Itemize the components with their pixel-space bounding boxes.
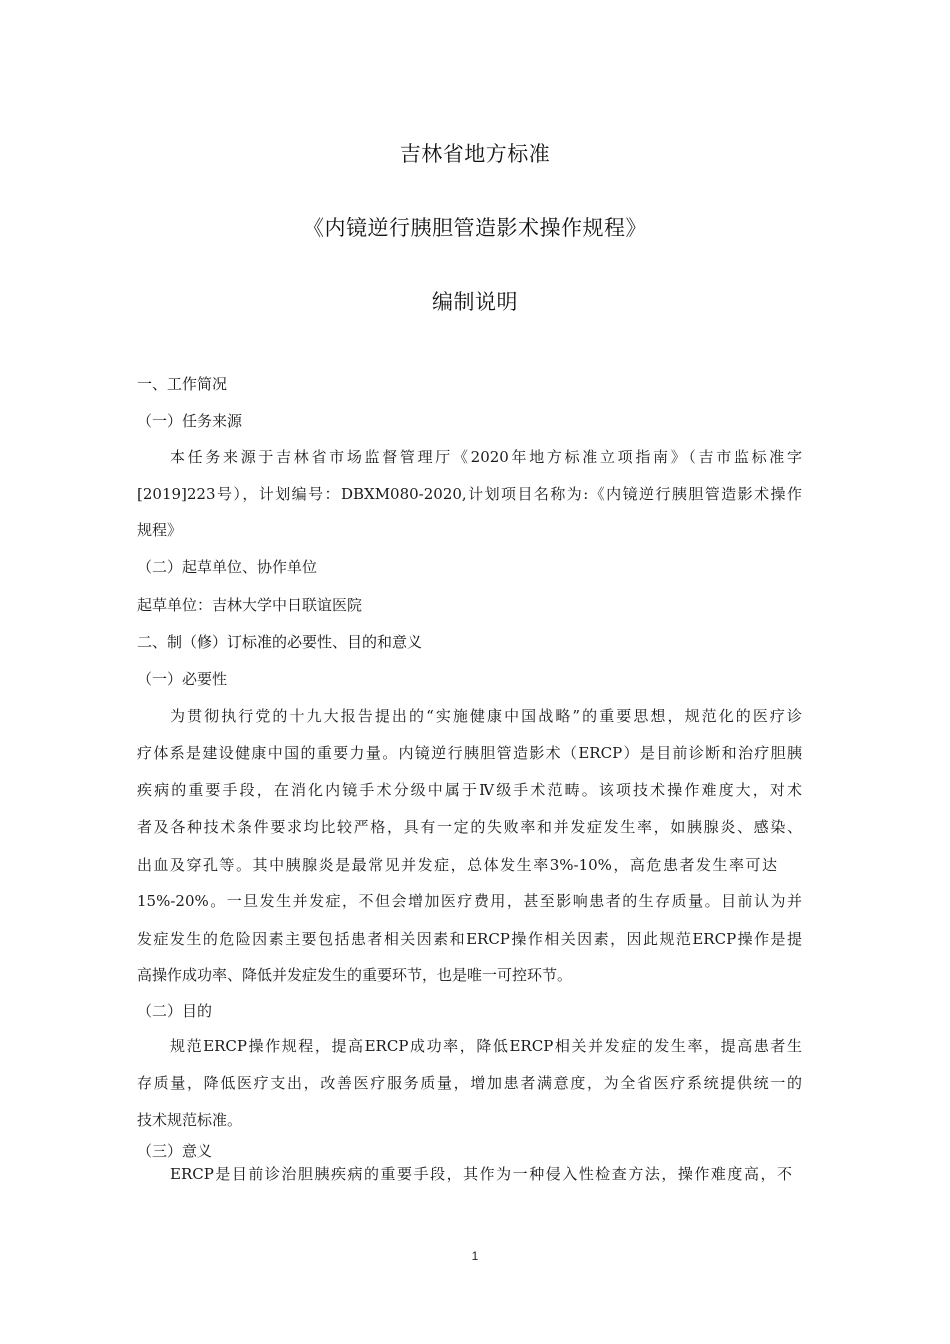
paragraph-line: ERCP是目前诊治胆胰疾病的重要手段，其作为一种侵入性检查方法，操作难度高，不 (170, 1165, 792, 1183)
section-heading-work-overview: 一、工作简况 (137, 375, 228, 393)
subsection-heading-significance: （三）意义 (137, 1142, 213, 1160)
subsection-heading-drafting-units: （二）起草单位、协作单位 (137, 558, 318, 576)
subsection-heading-necessity: （一）必要性 (137, 670, 228, 688)
paragraph-line: 发症发生的危险因素主要包括患者相关因素和ERCP操作相关因素，因此规范ERCP操作是提 (137, 930, 802, 948)
paragraph-line: 规程》 (137, 521, 183, 539)
paragraph-line: 规范ERCP操作规程，提高ERCP成功率，降低ERCP相关并发症的发生率，提高患者生 (170, 1037, 802, 1055)
document-title-line3: 编制说明 (432, 290, 518, 314)
paragraph-line: 疾病的重要手段，在消化内镜手术分级中属于Ⅳ级手术范畴。该项技术操作难度大，对术 (137, 781, 802, 799)
paragraph-line: 存质量，降低医疗支出，改善医疗服务质量，增加患者满意度，为全省医疗系统提供统一的 (137, 1074, 802, 1092)
paragraph-line: 15%-20%。一旦发生并发症，不但会增加医疗费用，甚至影响患者的生存质量。目前认为并 (137, 892, 802, 910)
paragraph-line: 技术规范标准。 (137, 1111, 243, 1129)
subsection-heading-purpose: （二）目的 (137, 1002, 213, 1020)
paragraph-line: 疗体系是建设健康中国的重要力量。内镜逆行胰胆管造影术（ERCP）是目前诊断和治疗胆胰 (137, 744, 802, 762)
paragraph-line: 本任务来源于吉林省市场监督管理厅《2020年地方标准立项指南》（吉市监标准字 (170, 448, 802, 466)
subsection-heading-task-source: （一）任务来源 (137, 412, 243, 430)
drafting-unit-line: 起草单位：吉林大学中日联谊医院 (137, 596, 363, 614)
paragraph-line: 出血及穿孔等。其中胰腺炎是最常见并发症，总体发生率3%-10%，高危患者发生率可达 (137, 856, 777, 874)
paragraph-line: 高操作成功率、降低并发症发生的重要环节，也是唯一可控环节。 (137, 966, 573, 984)
paragraph-line: 者及各种技术条件要求均比较严格，具有一定的失败率和并发症发生率，如胰腺炎、感染、 (137, 818, 802, 836)
document-title-line1: 吉林省地方标准 (399, 142, 551, 166)
section-heading-necessity: 二、制（修）订标准的必要性、目的和意义 (137, 633, 423, 651)
paragraph-line: 为贯彻执行党的十九大报告提出的“实施健康中国战略”的重要思想，规范化的医疗诊 (170, 707, 802, 725)
document-title-line2: 《内镜逆行胰胆管造影术操作规程》 (303, 216, 647, 240)
page-number: 1 (471, 1249, 479, 1263)
paragraph-line: [2019]223号），计划编号：DBXM080-2020,计划项目名称为:《内镜逆行胰胆管造影术操作 (137, 485, 802, 503)
